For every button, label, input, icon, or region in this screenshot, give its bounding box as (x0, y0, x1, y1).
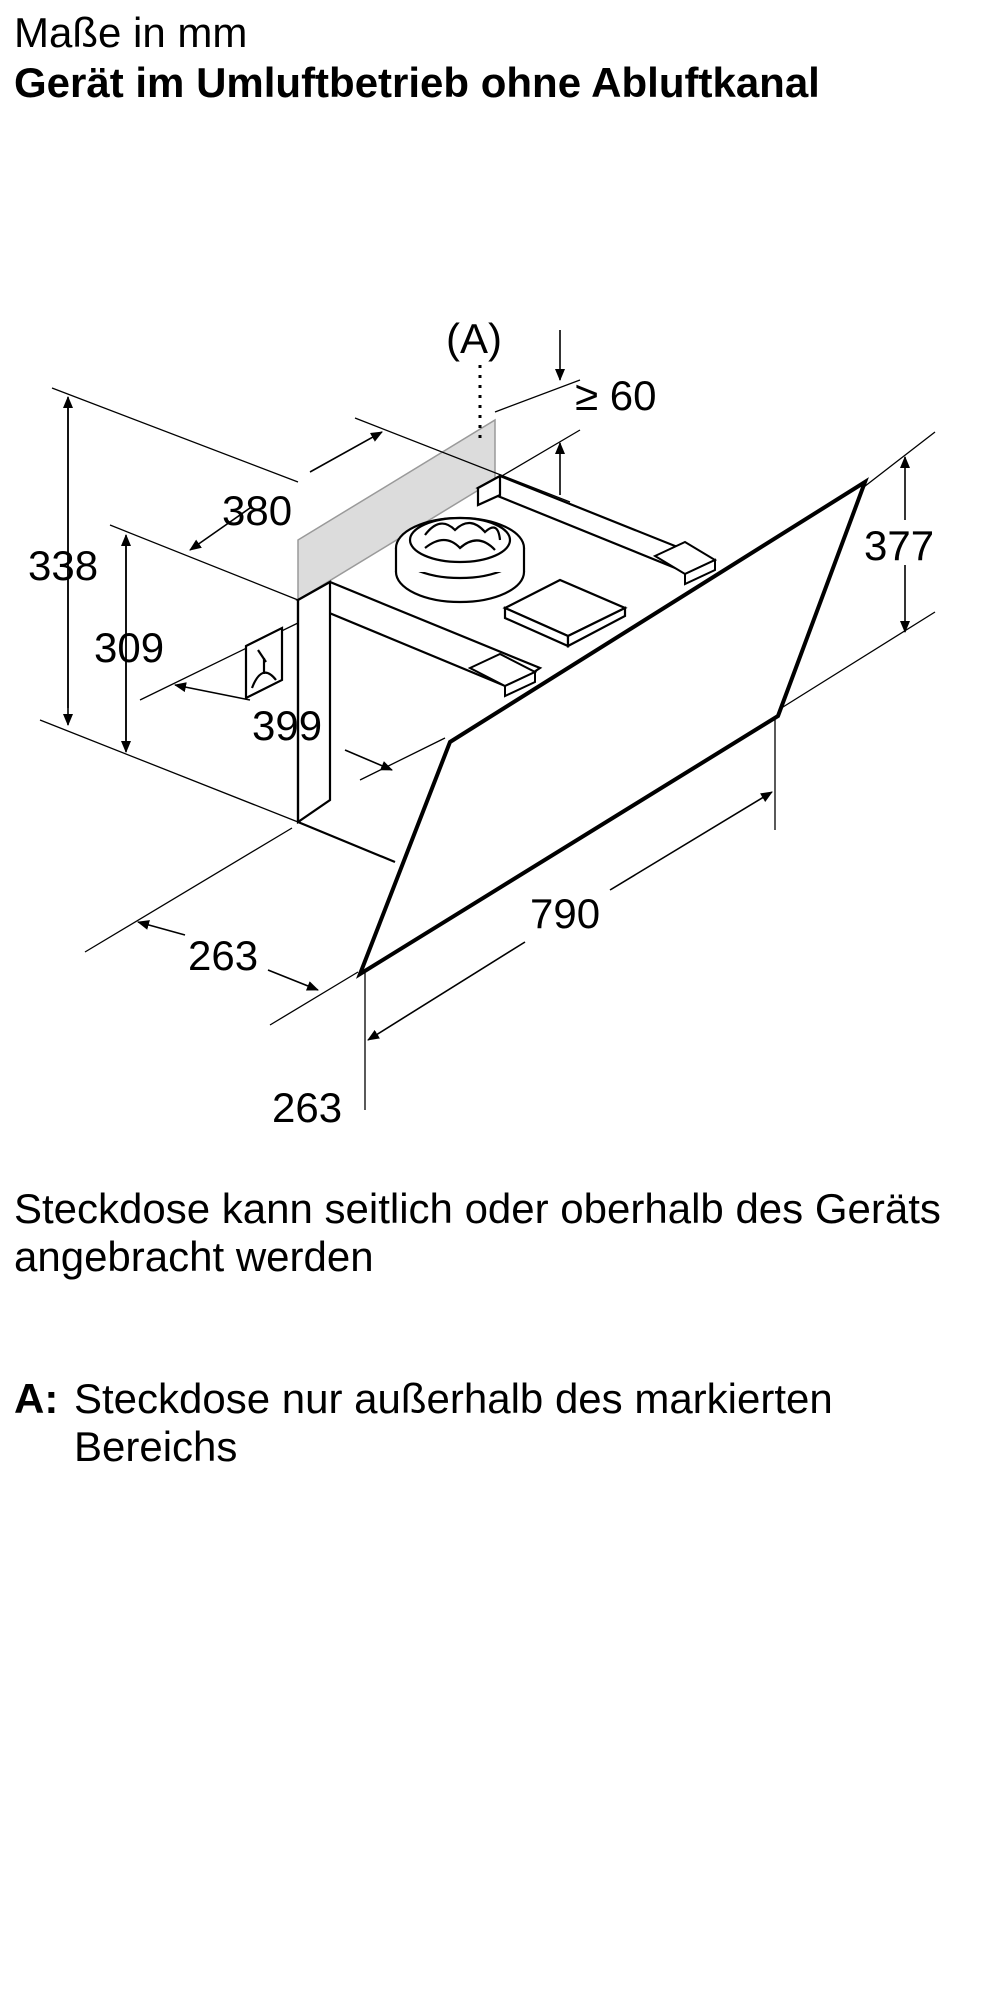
legend-key: A: (14, 1375, 59, 1422)
dim-depth-bottom: 263 (188, 932, 259, 979)
dimension-drawing (0, 300, 1000, 1140)
dim-height-total: 338 (28, 542, 99, 589)
zone-label: (A) (446, 315, 502, 362)
units-caption: Maße in mm (14, 9, 248, 56)
dim-clearance-top: ≥ 60 (575, 372, 657, 419)
fan-outlet-icon (396, 518, 524, 602)
dim-height-body: 309 (94, 624, 165, 671)
dim-depth-top: 380 (222, 487, 293, 534)
filter-box (505, 580, 625, 646)
socket-symbol-icon (246, 628, 282, 698)
dim-depth-body: 399 (252, 702, 323, 749)
page-title: Gerät im Umluftbetrieb ohne Abluftkanal (14, 59, 820, 106)
dim-width: 790 (530, 890, 601, 937)
socket-note: Steckdose kann seitlich oder oberhalb des Geräts angebracht werden (14, 1185, 941, 1280)
dim-offset-bottom: 263 (272, 1084, 343, 1131)
dim-height-panel: 377 (864, 522, 935, 569)
header (14, 8, 820, 108)
legend-text: Steckdose nur außerhalb des markierten Bereichs (74, 1375, 833, 1470)
